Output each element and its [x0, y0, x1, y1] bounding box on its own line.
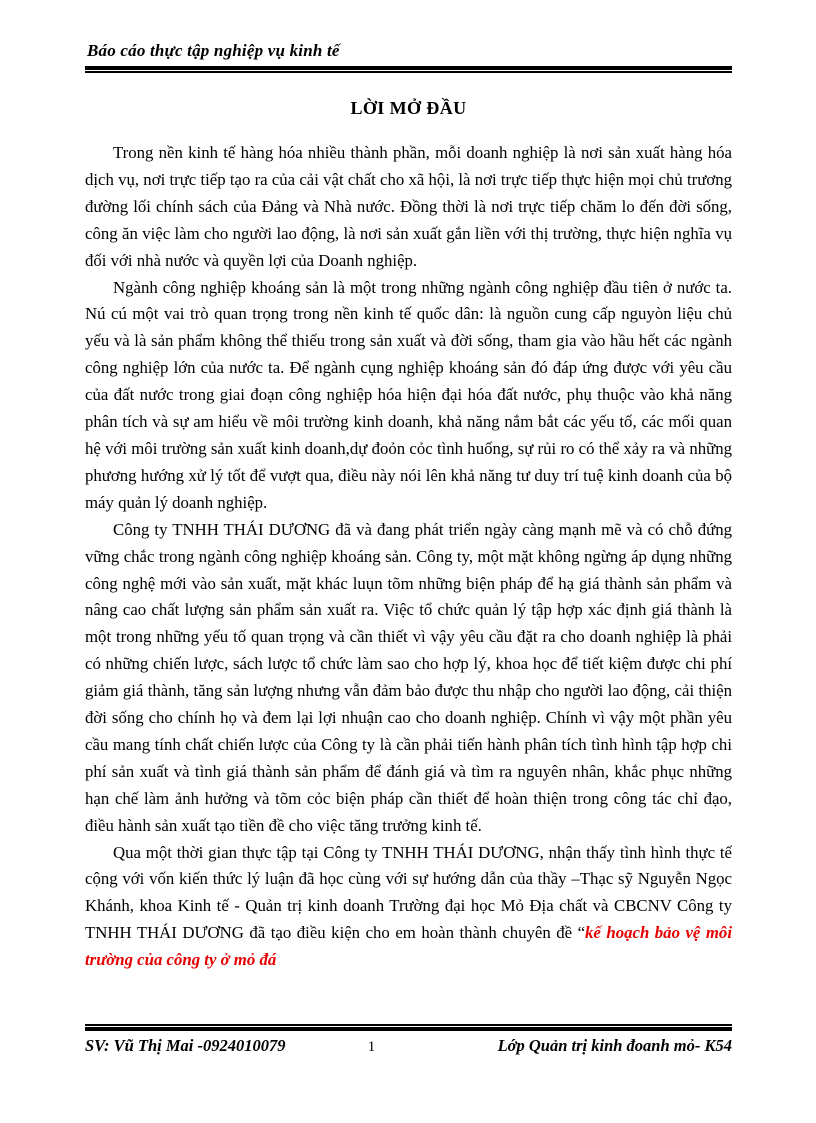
footer-student-name: SV: Vũ Thị Mai -0924010079 [85, 1036, 286, 1055]
closing-highlight-topic: kế hoạch bảo vệ môi trường của công ty ở mỏ đá [85, 923, 732, 970]
header-divider [85, 66, 732, 73]
page-footer [85, 1024, 732, 1056]
document-body [85, 98, 732, 1008]
footer-page-number: 1 [367, 1039, 376, 1055]
section-title: LỜI MỞ ĐẦU [350, 98, 467, 118]
paragraph-closing [85, 840, 732, 975]
footer-class-name: Lớp Quản trị kinh đoanh mỏ- K54 [497, 1036, 732, 1055]
body-text [85, 140, 732, 1008]
header-running-title: Báo cáo thực tập nghiệp vụ kinh tế [87, 41, 340, 60]
footer-row [85, 1031, 732, 1056]
page-content [85, 0, 732, 1008]
closing-lead-text: Qua một thời gian thực tập tại Công ty TNHH THÁI DƯƠNG, nhận thấy tình hình thực tế cộng với vốn kiến thức lý luận đã học cùng với sự hướng dẫn của thầy –Thạc sỹ Nguyễn Ngọc Khánh, khoa Kinh tế - Quản trị kinh doanh Trường đại học Mỏ Địa chất và CBCNV Công ty TNHH THÁI DƯƠNG đã tạo điều kiện cho em hoàn thành chuyên đề “ [85, 842, 732, 943]
footer-divider [85, 1024, 732, 1031]
paragraph-company: Công ty TNHH THÁI DƯƠNG đã và đang phát triển ngày càng mạnh mẽ và có chỗ đứng vững chắc trong ngành công nghiệp khoáng sản. Công ty, một mặt không ngừng áp dụng những công nghệ mới vào sản xuất, mặt khác luụn tõm những biện pháp để hạ giá thành sản phẩm và nâng cao chất lượng sản phẩm sản xuất ra. Việc tổ chức quản lý tập hợp xác định giá thành là một trong những yếu tố quan trọng và cần thiết vì vậy yêu cầu đặt ra cho doanh nghiệp là phải có những chiến lược, sách lược tổ chức làm sao cho hợp lý, khoa học để tiết kiệm được chi phí giảm giá thành, tăng sản lượng nhưng vẫn đảm bảo được thu nhập cho người lao động, cải thiện đời sống cho chính họ và đem lại lợi nhuận cao cho doanh nghiệp. Chính vì vậy một phần yêu cầu mang tính chất chiến lược của Công ty là cần phải tiến hành phân tích tình hình tập hợp chi phí sản xuất và tình giá thành sản phẩm để đánh giá và tìm ra nguyên nhân, khắc phục những hạn chế làm ảnh hưởng và tõm cỏc biện pháp cần thiết để hoàn thiện trong công tác chỉ đạo, điều hành sản xuất tạo tiền đề cho việc tăng trưởng kinh tế. [85, 519, 732, 835]
page-header [85, 0, 732, 73]
paragraph-intro: Trong nền kinh tế hàng hóa nhiều thành phần, mỗi doanh nghiệp là nơi sản xuất hàng hóa dịch vụ, nơi trực tiếp tạo ra của cải vật chất cho xã hội, là nơi trực tiếp thực hiện mọi chủ trương đường lối chính sách của Đảng và Nhà nước. Đồng thời là nơi trực tiếp chăm lo đến đời sống, công ăn việc làm cho người lao động, là nơi sản xuất gắn liền với thị trường, thực hiện nghĩa vụ đối với nhà nước và quyền lợi của Doanh nghiệp. [85, 143, 732, 270]
paragraph-industry: Ngành công nghiệp khoáng sản là một trong những ngành công nghiệp đầu tiên ở nước ta. Nú cú một vai trò quan trọng trong nền kinh tế quốc dân: là nguồn cung cấp nguyòn liệu chủ yếu và là sản phẩm không thể thiếu trong sản xuất và đời sống, tham gia vào hầu hết các ngành công nghiệp lớn của nước ta. Để ngành cụng nghiệp khoáng sản đó đáp ứng được với yêu cầu của đất nước trong giai đoạn công nghiệp hóa hiện đại hóa đất nước, phụ thuộc vào khả năng phân tích và sự am hiểu về môi trường kinh doanh, khả năng nắm bắt các yếu tố, các mối quan hệ với môi trường sản xuất kinh doanh,dự đoỏn cỏc tình huống, sự rủi ro có thể xảy ra và những phương hướng xử lý tốt để vượt qua, điều này nói lên khả năng tư duy trí tuệ kinh doanh của bộ máy quản lý doanh nghiệp. [85, 277, 732, 512]
